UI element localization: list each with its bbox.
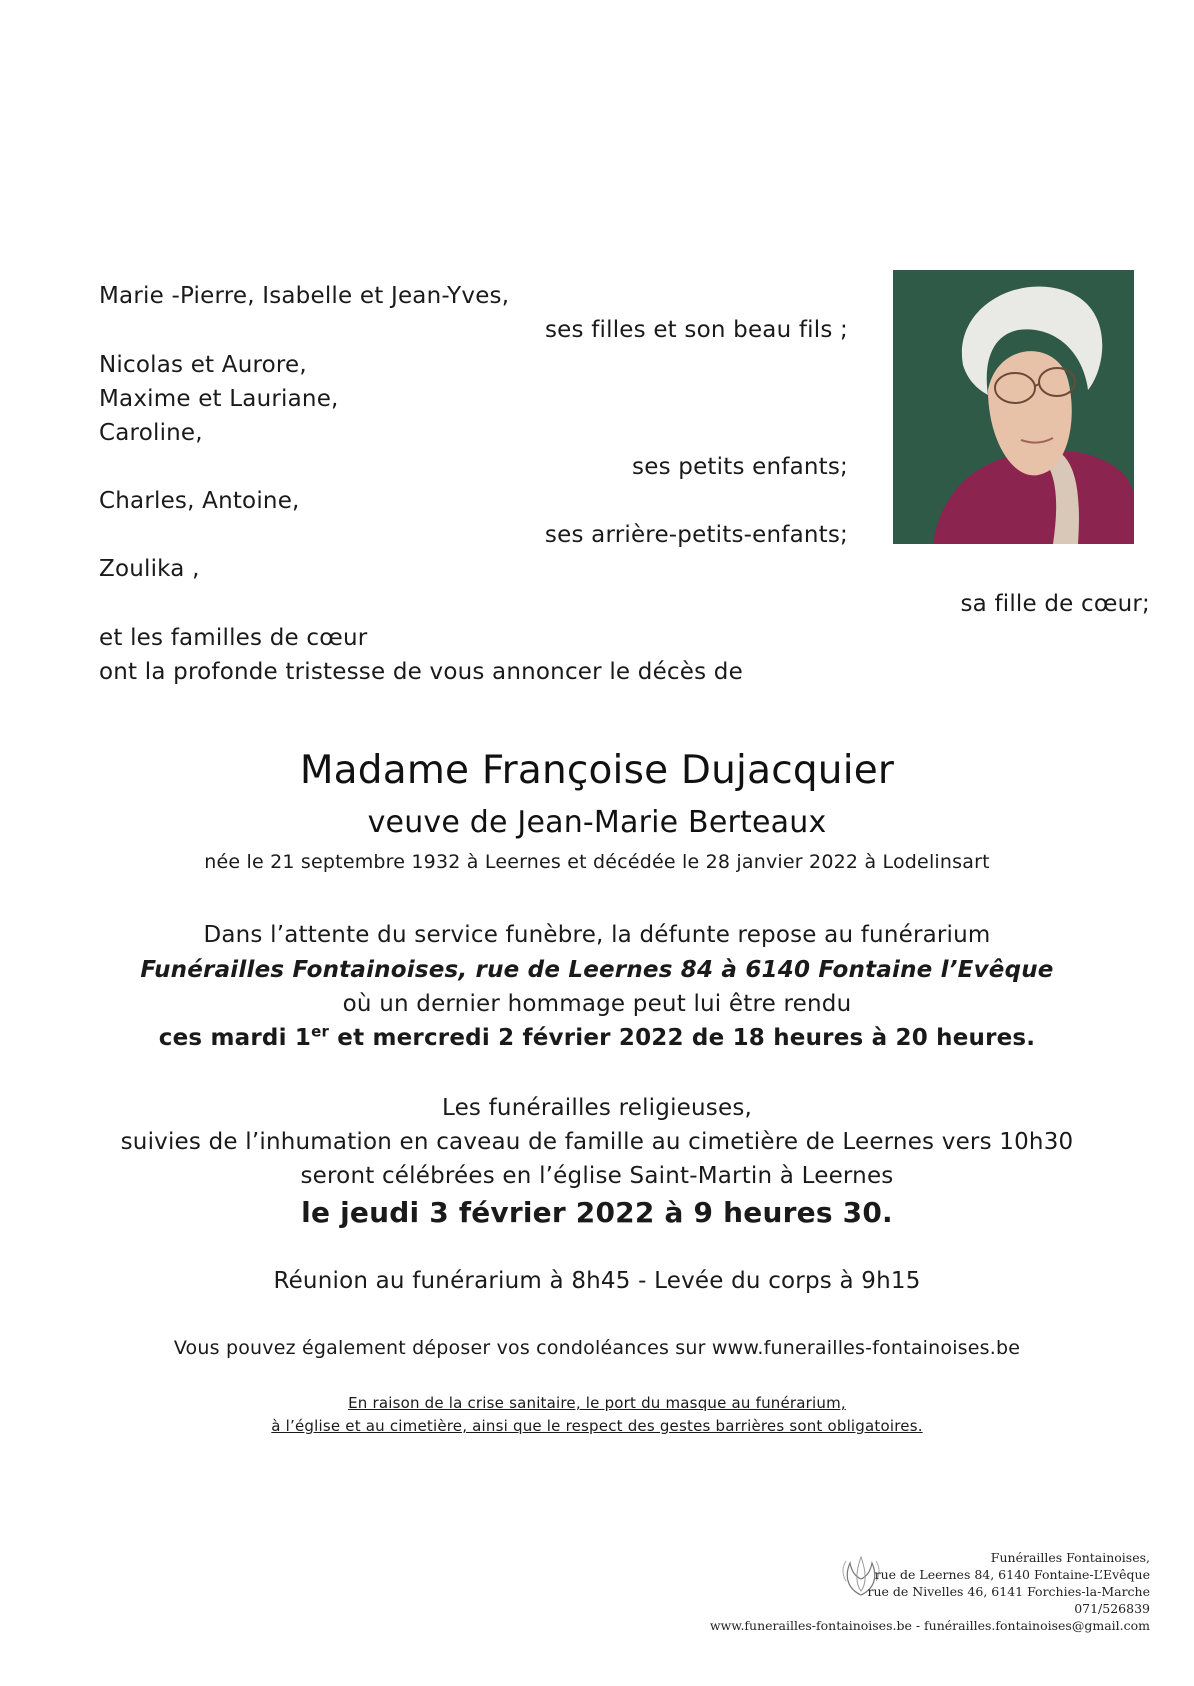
portrait-photo	[893, 270, 1134, 544]
funeral-line-1: Les funérailles religieuses,	[441, 1095, 753, 1121]
visitation-line-1: Dans l’attente du service funèbre, la défunte repose au funérarium	[203, 922, 991, 948]
grandchild-line-1: Nicolas et Aurore,	[99, 352, 307, 378]
deceased-name: Madame Françoise Dujacquier	[299, 748, 895, 793]
announcement-line: ont la profonde tristesse de vous annoncer le décès de	[99, 659, 743, 685]
footer-contact	[710, 1549, 1150, 1634]
great-grandchildren-names: Charles, Antoine,	[99, 488, 300, 514]
sanitary-note-line-2: à l’église et au cimetière, ainsi que le respect des gestes barrières sont obligatoires.	[271, 1417, 923, 1435]
daughters-names: Marie -Pierre, Isabelle et Jean-Yves,	[99, 283, 510, 309]
sanitary-note-line-1: En raison de la crise sanitaire, le port du masque au funérarium,	[348, 1394, 846, 1412]
heart-daughter-role: sa fille de cœur;	[960, 591, 1150, 617]
visitation-line-3: où un dernier hommage peut lui être rendu	[342, 991, 852, 1017]
funeral-date: le jeudi 3 février 2022 à 9 heures 30.	[301, 1196, 893, 1229]
visitation-when-prefix: ces mardi 1	[158, 1025, 312, 1051]
footer-web-email: www.funerailles-fontainoises.be - funérailles.fontainoises@gmail.com	[709, 1618, 1150, 1633]
great-grandchildren-role: ses arrière-petits-enfants;	[544, 522, 848, 548]
widow-of: veuve de Jean-Marie Berteaux	[367, 805, 827, 840]
grandchildren-role: ses petits enfants;	[632, 454, 848, 480]
visitation-when	[0, 1024, 1194, 1052]
funeral-line-2: suivies de l’inhumation en caveau de famille au cimetière de Leernes vers 10h30	[120, 1129, 1074, 1155]
visitation-place: Funérailles Fontainoises, rue de Leernes 84 à 6140 Fontaine l’Evêque	[140, 957, 1054, 983]
families-line: et les familles de cœur	[99, 625, 368, 651]
heart-daughter-name: Zoulika ,	[99, 556, 200, 582]
funeral-line-3: seront célébrées en l’église Saint-Martin à Leernes	[300, 1163, 894, 1189]
funeral-meeting: Réunion au funérarium à 8h45 - Levée du corps à 9h15	[273, 1268, 921, 1294]
condolences-line: Vous pouvez également déposer vos condoléances sur www.funerailles-fontainoises.be	[173, 1337, 1021, 1359]
daughters-role: ses filles et son beau fils ;	[544, 317, 848, 343]
grandchild-line-3: Caroline,	[99, 420, 203, 446]
grandchild-line-2: Maxime et Lauriane,	[99, 386, 339, 412]
birth-death-dates: née le 21 septembre 1932 à Leernes et décédée le 28 janvier 2022 à Lodelinsart	[204, 851, 990, 873]
footer-address-1: rue de Leernes 84, 6140 Fontaine-L’Evêque	[874, 1567, 1150, 1582]
visitation-when-sup: er	[311, 1022, 330, 1041]
visitation-when-suffix: et mercredi 2 février 2022 de 18 heures à 20 heures.	[329, 1025, 1036, 1051]
footer-address-2: rue de Nivelles 46, 6141 Forchies-la-Marche	[867, 1584, 1150, 1599]
footer-company: Funérailles Fontainoises,	[990, 1550, 1150, 1565]
footer-phone: 071/526839	[1074, 1601, 1150, 1616]
